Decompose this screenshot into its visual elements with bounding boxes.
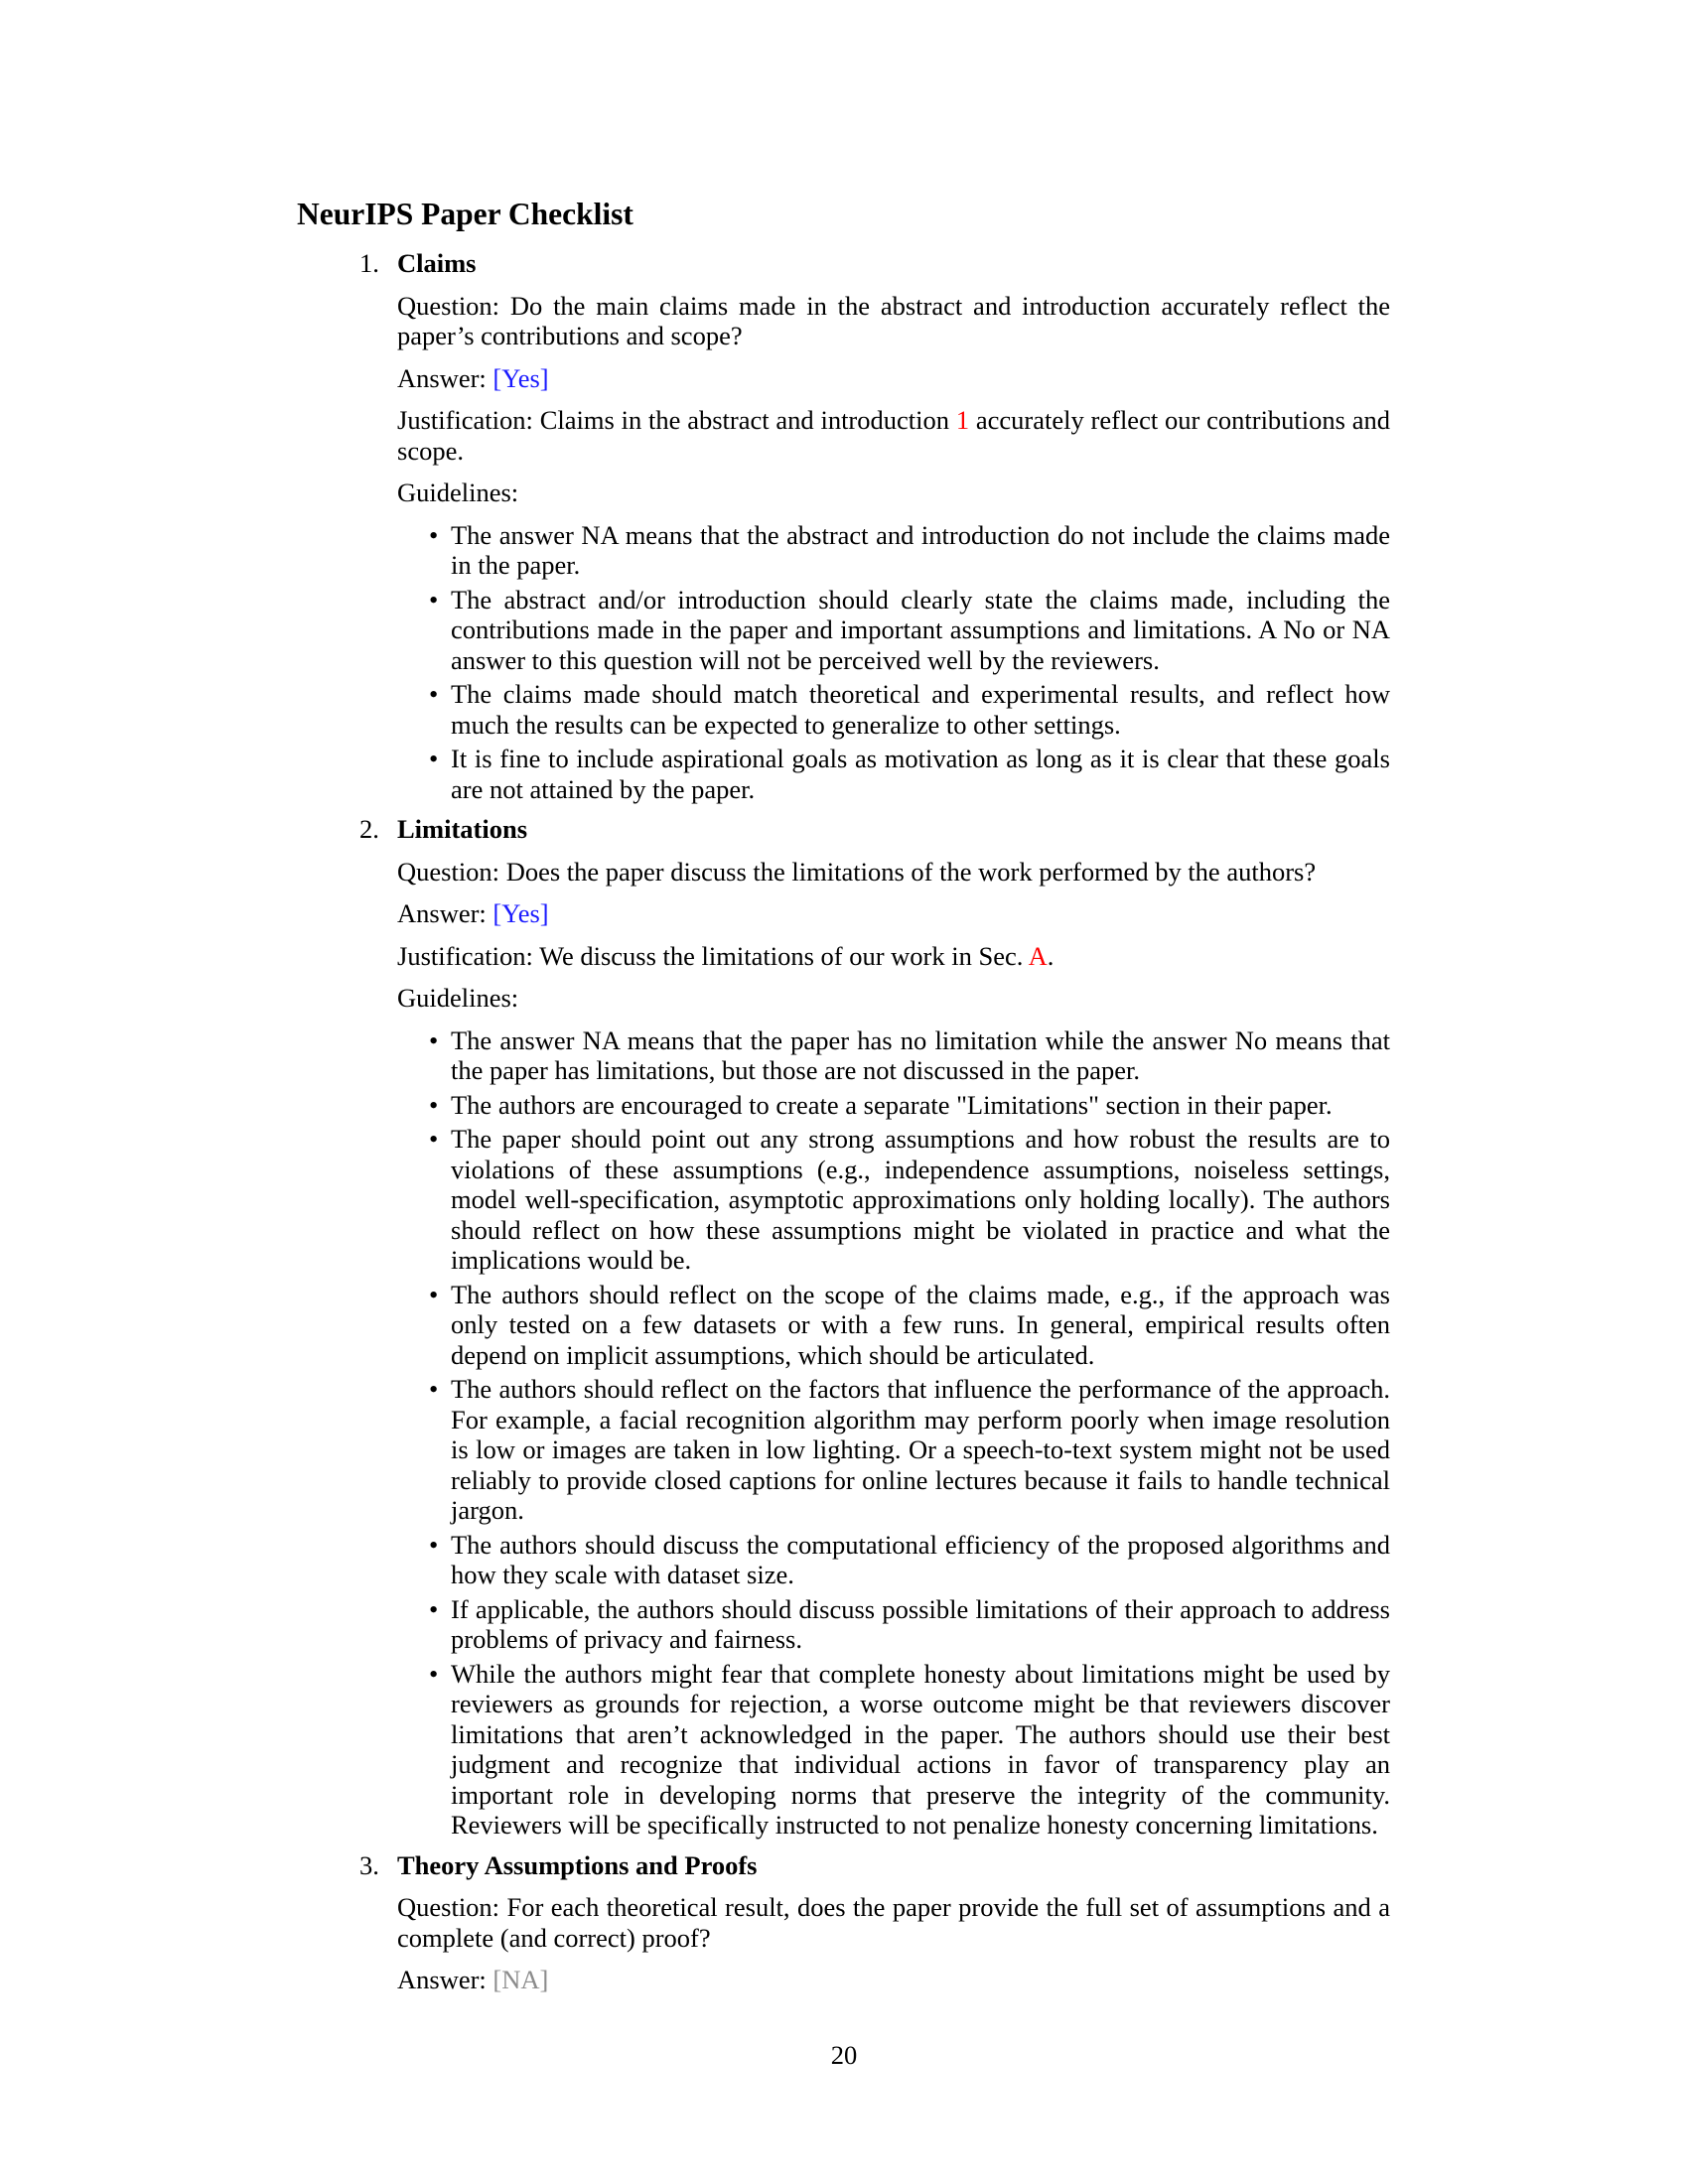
bullet-icon: • — [429, 1279, 439, 1309]
list-item: • The answer NA means that the abstract and introduction do not include the claims made in the paper. — [429, 519, 1390, 580]
question-label: Question: — [397, 856, 500, 887]
item-title: Theory Assumptions and Proofs — [397, 1849, 758, 1880]
question-label: Question: — [397, 290, 500, 321]
question-text: Does the paper discuss the limitations of the work performed by the authors? — [505, 856, 1317, 887]
bullet-icon: • — [429, 1124, 439, 1154]
item-title: Claims — [397, 248, 477, 278]
list-item: • The authors should discuss the computational efficiency of the proposed algorithms and how they scale with dataset size. — [429, 1529, 1390, 1589]
justification — [397, 941, 1390, 972]
question-text: Do the main claims made in the abstract and introduction accurately reflect the paper’s contributions and scope? — [397, 290, 1390, 350]
question-label: Question: — [397, 1892, 500, 1922]
justification-text-end: . — [1047, 940, 1055, 971]
list-item: • The paper should point out any strong assumptions and how robust the results are to violations of these assumptions (e.g., independence assumptions, noiseless settings, model well-specification, asymptotic approximations only holding locally). The authors should reflect on how these assumptions might be violated in practice and what the implications would be. — [429, 1124, 1390, 1275]
bullet-icon: • — [429, 1593, 439, 1624]
guidelines-list — [397, 520, 1390, 805]
answer — [397, 363, 1390, 394]
section-heading: NeurIPS Paper Checklist — [297, 197, 633, 231]
page-number: 20 — [830, 2040, 858, 2070]
answer — [397, 1965, 1390, 1995]
answer-value-link[interactable]: [Yes] — [492, 898, 549, 928]
answer-label: Answer: — [397, 898, 487, 928]
list-item: • The abstract and/or introduction should clearly state the claims made, including the contributions made in the paper and important assumptions and limitations. A No or NA answer to this question will not be perceived well by the reviewers. — [429, 584, 1390, 675]
bullet-icon: • — [429, 744, 439, 773]
checklist-item-limitations — [297, 814, 1390, 1841]
item-number: 2. — [359, 814, 379, 844]
justification-label: Justification: — [397, 405, 533, 435]
answer-value-link[interactable]: [NA] — [492, 1965, 549, 1994]
list-item: • If applicable, the authors should discuss possible limitations of their approach to address problems of privacy and fairness. — [429, 1593, 1390, 1654]
section-ref-link[interactable]: 1 — [955, 405, 970, 435]
answer — [397, 898, 1390, 929]
checklist-item-claims — [297, 248, 1390, 804]
bullet-icon: • — [429, 679, 439, 709]
question — [397, 1892, 1390, 1953]
list-item: • While the authors might fear that complete honesty about limitations might be used by reviewers as grounds for rejection, a worse outcome might be that reviewers discover limitations that aren’t acknowledged in the paper. The authors should use their best judgment and recognize that individual actions in favor of transparency play an important role in developing norms that preserve the integrity of the community. Reviewers will be specifically instructed to not penalize honesty concerning limitations. — [429, 1658, 1390, 1840]
answer-value-link[interactable]: [Yes] — [492, 362, 549, 393]
justification-label: Justification: — [397, 940, 533, 971]
list-item: • The authors should reflect on the factors that influence the performance of the approach. For example, a facial recognition algorithm may perform poorly when image resolution is low or images are taken in low lighting. Or a speech-to-text system might not be used reliably to provide closed captions for online lectures because it fails to handle technical jargon. — [429, 1374, 1390, 1525]
guidelines-list — [397, 1025, 1390, 1841]
section-ref-link[interactable]: A — [1028, 940, 1048, 971]
list-item: • It is fine to include aspirational goals as motivation as long as it is clear that these goals are not attained by the paper. — [429, 744, 1390, 804]
bullet-icon: • — [429, 1529, 439, 1560]
item-number: 3. — [359, 1849, 379, 1880]
checklist-content — [297, 195, 1390, 2007]
answer-label: Answer: — [397, 1965, 487, 1994]
bullet-icon: • — [429, 584, 439, 614]
bullet-icon: • — [429, 519, 439, 550]
question-text: For each theoretical result, does the paper provide the full set of assumptions and a complete (and correct) proof? — [397, 1892, 1390, 1953]
list-item: • The authors should reflect on the scope of the claims made, e.g., if the approach was only tested on a few datasets or with a few runs. In general, empirical results often depend on implicit assumptions, which should be articulated. — [429, 1279, 1390, 1370]
justification-text-end: accurately reflect our contributions and scope. — [397, 405, 1391, 466]
guidelines-label: Guidelines: — [397, 983, 519, 1013]
bullet-icon: • — [429, 1374, 439, 1404]
bullet-icon: • — [429, 1024, 439, 1055]
justification — [397, 405, 1390, 466]
list-item: • The authors are encouraged to create a separate "Limitations" section in their paper. — [429, 1089, 1333, 1120]
list-item: • The claims made should match theoretical and experimental results, and reflect how much the results can be expected to generalize to other settings. — [429, 679, 1390, 740]
justification-text: Claims in the abstract and introduction — [539, 405, 949, 435]
checklist-item-theory — [297, 1850, 1390, 1995]
guidelines-label: Guidelines: — [397, 478, 519, 507]
bullet-icon: • — [429, 1658, 439, 1689]
justification-text: We discuss the limitations of our work in Sec. — [539, 940, 1024, 971]
answer-label: Answer: — [397, 362, 487, 393]
list-item: • The answer NA means that the paper has no limitation while the answer No means that the paper has limitations, but those are not discussed in the paper. — [429, 1024, 1390, 1085]
question — [397, 857, 1390, 887]
question — [397, 291, 1390, 351]
item-title: Limitations — [397, 814, 528, 844]
bullet-icon: • — [429, 1089, 439, 1120]
item-number: 1. — [359, 248, 379, 278]
